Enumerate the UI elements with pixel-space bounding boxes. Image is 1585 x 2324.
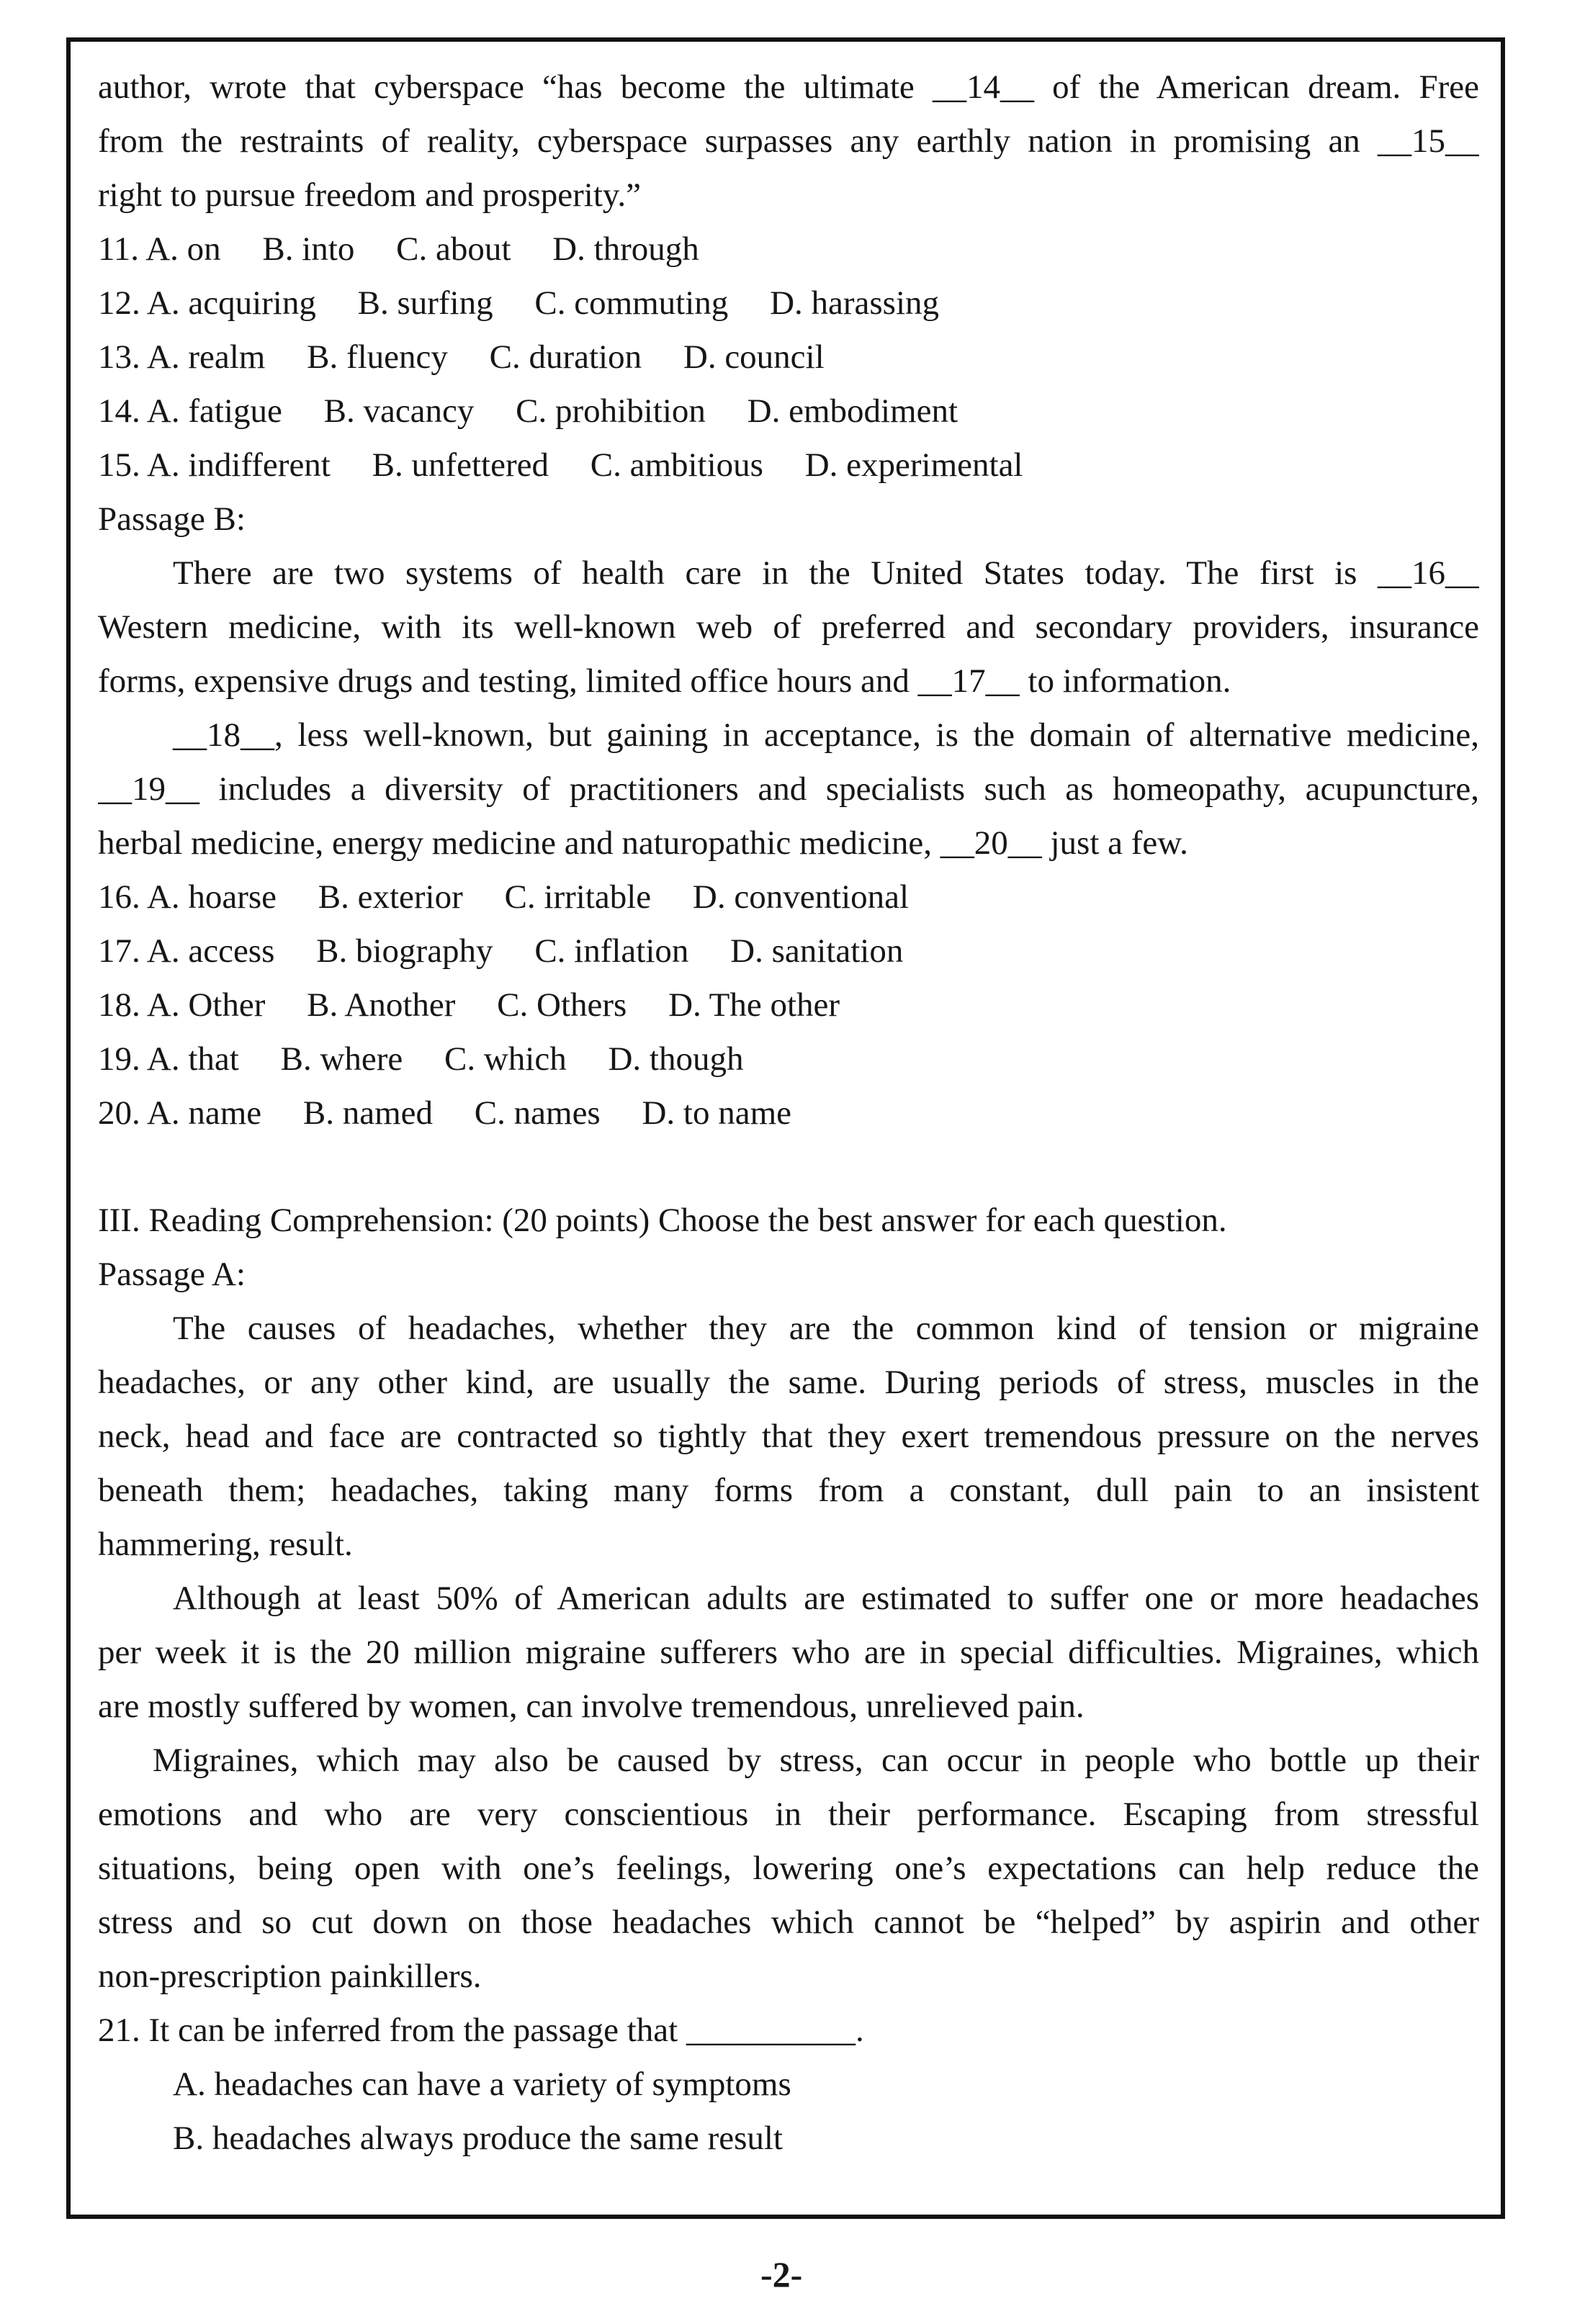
option-a: A. name [146,1094,262,1132]
question-21-option-b: B. headaches always produce the same result [173,2120,783,2157]
option-b: B. biography [316,932,493,970]
cloze-line-3: right to pursue freedom and prosperity.” [98,176,641,214]
option-c: C. names [474,1094,601,1132]
question-13 [98,330,1479,384]
passage-b-line: __18__, less well-known, but gaining in acceptance, is the domain of alternative medicine, [173,716,1479,754]
exam-content [98,60,1479,2166]
passage-a-line: are mostly suffered by women, can involve tremendous, unrelieved pain. [98,1688,1085,1725]
option-c: C. prohibition [516,392,706,430]
passage-b-line: There are two systems of health care in the United States today. The first is __16__ [173,554,1479,592]
option-d: D. The other [668,986,840,1024]
question-15 [98,438,1479,492]
option-a: A. on [145,230,221,268]
option-b: B. exterior [318,878,463,916]
option-d: D. through [552,230,699,268]
question-number: 13. [98,338,140,376]
cloze-line-1: author, wrote that cyberspace “has become the ultimate __14__ of the American dream. Free [98,68,1479,106]
passage-a-line: stress and so cut down on those headaches which cannot be “helped” by aspirin and other [98,1904,1479,1941]
option-d: D. to name [642,1094,791,1132]
option-c: C. about [396,230,511,268]
question-number: 14. [98,392,140,430]
option-a: A. acquiring [146,284,316,322]
option-d: D. conventional [692,878,910,916]
option-b: B. named [302,1094,434,1132]
question-number: 20. [98,1094,140,1132]
cloze-line-2: from the restraints of reality, cyberspace surpasses any earthly nation in promising an __15__ [98,122,1479,160]
question-21-option-a: A. headaches can have a variety of symptoms [173,2066,791,2103]
option-a: A. access [146,932,275,970]
question-number: 12. [98,284,140,322]
question-20 [98,1086,1479,1140]
option-c: C. irritable [504,878,652,916]
option-b: B. into [262,230,355,268]
option-b: B. unfettered [372,446,549,484]
option-c: C. inflation [534,932,689,970]
passage-a-line: Migraines, which may also be caused by stress, can occur in people who bottle up their [153,1742,1479,1779]
passage-a-line: emotions and who are very conscientious in their performance. Escaping from stressful [98,1796,1479,1833]
question-number: 19. [98,1040,140,1078]
option-b: B. surfing [357,284,493,322]
passage-a-line: non-prescription painkillers. [98,1958,482,1995]
option-b: B. where [280,1040,403,1078]
question-number: 15. [98,446,140,484]
exam-page-frame [66,37,1505,2219]
option-d: D. harassing [770,284,940,322]
passage-a-line: situations, being open with one’s feelings, lowering one’s expectations can help reduce the [98,1850,1479,1887]
option-a: A. Other [146,986,266,1024]
option-c: C. Others [497,986,627,1024]
question-19 [98,1032,1479,1086]
option-b: B. fluency [307,338,448,376]
passage-b-line: forms, expensive drugs and testing, limited office hours and __17__ to information. [98,662,1231,700]
option-c: C. ambitious [590,446,763,484]
option-c: C. duration [489,338,642,376]
passage-a-line: per week it is the 20 million migraine sufferers who are in special difficulties. Migraines, which [98,1634,1479,1671]
option-a: A. fatigue [146,392,282,430]
option-a: A. hoarse [146,878,277,916]
passage-b-line: herbal medicine, energy medicine and naturopathic medicine, __20__ just a few. [98,824,1188,862]
option-c: C. commuting [534,284,729,322]
passage-a-line: beneath them; headaches, taking many forms from a constant, dull pain to an insistent [98,1472,1479,1509]
question-number: 16. [98,878,140,916]
option-b: B. Another [307,986,456,1024]
option-d: D. embodiment [747,392,958,430]
passage-a-line: Although at least 50% of American adults are estimated to suffer one or more headaches [173,1580,1479,1617]
page-number: -2- [760,2254,803,2294]
question-21-stem: 21. It can be inferred from the passage that __________. [98,2012,864,2049]
option-a: A. that [146,1040,239,1078]
question-11 [98,222,1479,276]
option-a: A. indifferent [146,446,331,484]
passage-a-line: hammering, result. [98,1526,353,1563]
passage-b-line: Western medicine, with its well-known web of preferred and secondary providers, insurance [98,608,1479,646]
section-spacer [98,1140,1479,1194]
option-b: B. vacancy [323,392,475,430]
option-d: D. experimental [804,446,1023,484]
section-3-heading: III. Reading Comprehension: (20 points) Choose the best answer for each question. [98,1202,1227,1239]
question-14 [98,384,1479,438]
question-16 [98,870,1479,924]
question-17 [98,924,1479,978]
passage-a-line: The causes of headaches, whether they are the common kind of tension or migraine [173,1310,1479,1347]
option-c: C. which [444,1040,567,1078]
option-d: D. council [683,338,825,376]
question-12 [98,276,1479,330]
option-d: D. though [608,1040,744,1078]
question-number: 17. [98,932,140,970]
question-number: 18. [98,986,140,1024]
passage-b-line: __19__ includes a diversity of practitioners and specialists such as homeopathy, acupuncture, [98,770,1479,808]
question-number: 11. [98,230,140,268]
passage-a-heading: Passage A: [98,1256,246,1293]
passage-b-heading: Passage B: [98,500,246,538]
passage-a-line: neck, head and face are contracted so tightly that they exert tremendous pressure on the nerves [98,1418,1479,1455]
option-a: A. realm [146,338,266,376]
question-18 [98,978,1479,1032]
passage-a-line: headaches, or any other kind, are usually the same. During periods of stress, muscles in the [98,1364,1479,1401]
option-d: D. sanitation [730,932,904,970]
